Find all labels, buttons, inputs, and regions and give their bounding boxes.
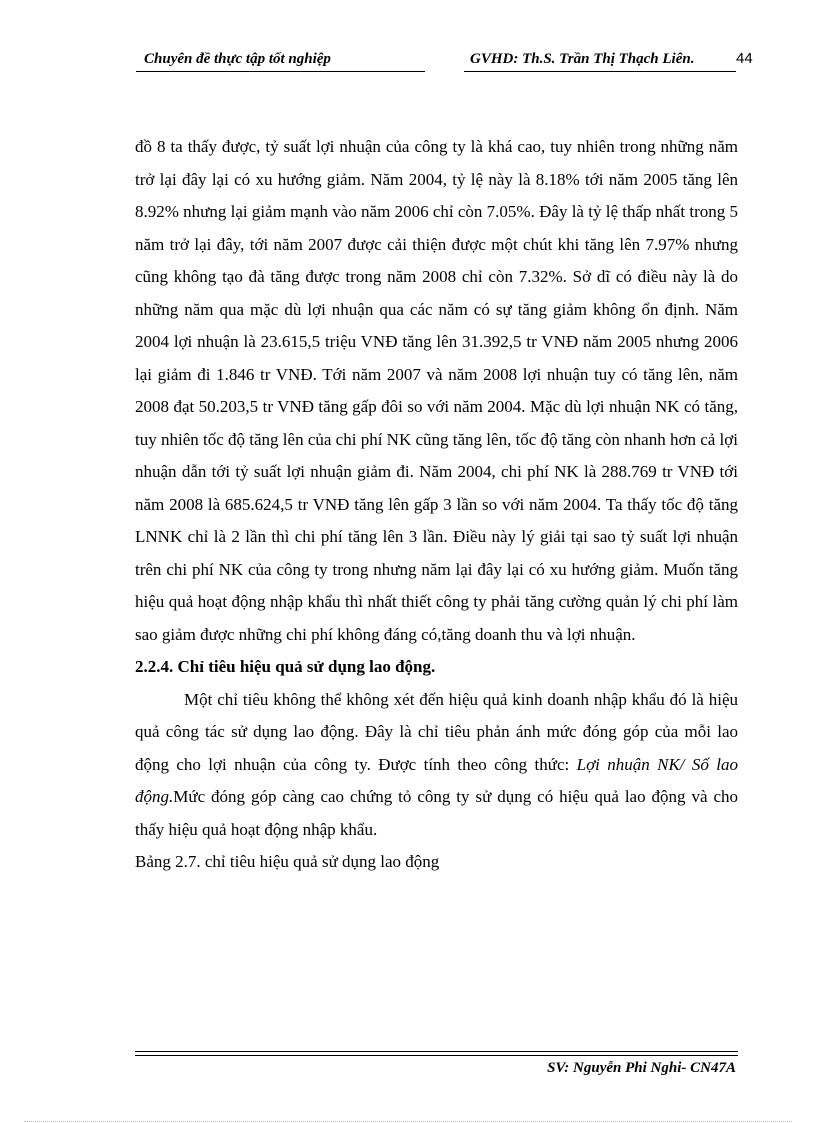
paragraph-text: Một chỉ tiêu không thể không xét đến hiệu quả kinh doanh nhập khẩu đó là hiệu quả công tác sử dụng lao động. Đây là chỉ tiêu phản ánh mức đóng góp của mỗi lao động cho lợi nhuận của công ty. Được tính theo công thức: — [135, 689, 738, 774]
header-document-title: Chuyên đề thực tập tốt nghiệp — [144, 51, 331, 67]
paragraph-text: Mức đóng góp càng cao chứng tỏ công ty sử dụng có hiệu quả lao động và cho thấy hiệu quả hoạt động nhập khẩu. — [135, 787, 738, 839]
page-edge-divider — [24, 1121, 792, 1122]
footer-rule-top — [135, 1051, 738, 1052]
page-number: 44 — [736, 50, 753, 67]
body-paragraph — [135, 684, 738, 847]
header-supervisor: GVHD: Th.S. Trần Thị Thạch Liên. — [470, 51, 695, 67]
formula-text: Lợi nhuận NK/ Số lao động. — [135, 754, 739, 806]
header-left-underline — [136, 71, 425, 72]
footer-student: SV: Nguyễn Phi Nghi- CN47A — [547, 1060, 736, 1076]
footer-rule-bottom — [135, 1055, 738, 1056]
section-heading: 2.2.4. Chỉ tiêu hiệu quả sử dụng lao động. — [135, 657, 436, 676]
page-body — [135, 131, 738, 879]
header-right-underline — [464, 71, 736, 72]
body-paragraph: đồ 8 ta thấy được, tỷ suất lợi nhuận của công ty là khá cao, tuy nhiên trong những năm trở lại đây lại có xu hướng giảm. Năm 2004, tỷ lệ này là 8.18% tới năm 2005 tăng lên 8.92% nhưng lại giảm mạnh vào năm 2006 chỉ còn 7.05%. Đây là tỷ lệ thấp nhất trong 5 năm trở lại đây, tới năm 2007 được cải thiện được một chút khi tăng lên 7.97% nhưng cũng không tạo đà tăng được trong năm 2008 chỉ còn 7.32%. Sở dĩ có điều này là do những năm qua mặc dù lợi nhuận qua các năm có sự tăng giảm không ổn định. Năm 2004 lợi nhuận là 23.615,5 triệu VNĐ tăng lên 31.392,5 tr VNĐ năm 2005 nhưng 2006 lại giảm đi 1.846 tr VNĐ. Tới năm 2007 và năm 2008 lợi nhuận tuy có tăng lên, năm 2008 đạt 50.203,5 tr VNĐ tăng gấp đôi so với năm 2004. Mặc dù lợi nhuận NK có tăng, tuy nhiên tốc độ tăng lên của chi phí NK cũng tăng lên, tốc độ tăng còn nhanh hơn cả lợi nhuận dẫn tới tỷ suất lợi nhuận giảm đi. Năm 2004, chi phí NK là 288.769 tr VNĐ tới năm 2008 là 685.624,5 tr VNĐ tăng lên gấp 3 lần so với năm 2004. Ta thấy tốc độ tăng LNNK chỉ là 2 lần thì chi phí tăng lên 3 lần. Điều này lý giải tại sao tỷ suất lợi nhuận trên chi phí NK của công ty trong nhưng năm lại đây lại có xu hướng giảm. Muốn tăng hiệu quả hoạt động nhập khẩu thì nhất thiết công ty phải tăng cường quản lý chi phí làm sao giảm được những chi phí không đáng có,tăng doanh thu và lợi nhuận. — [135, 137, 738, 644]
table-caption: Bảng 2.7. chỉ tiêu hiệu quả sử dụng lao động — [135, 852, 440, 871]
